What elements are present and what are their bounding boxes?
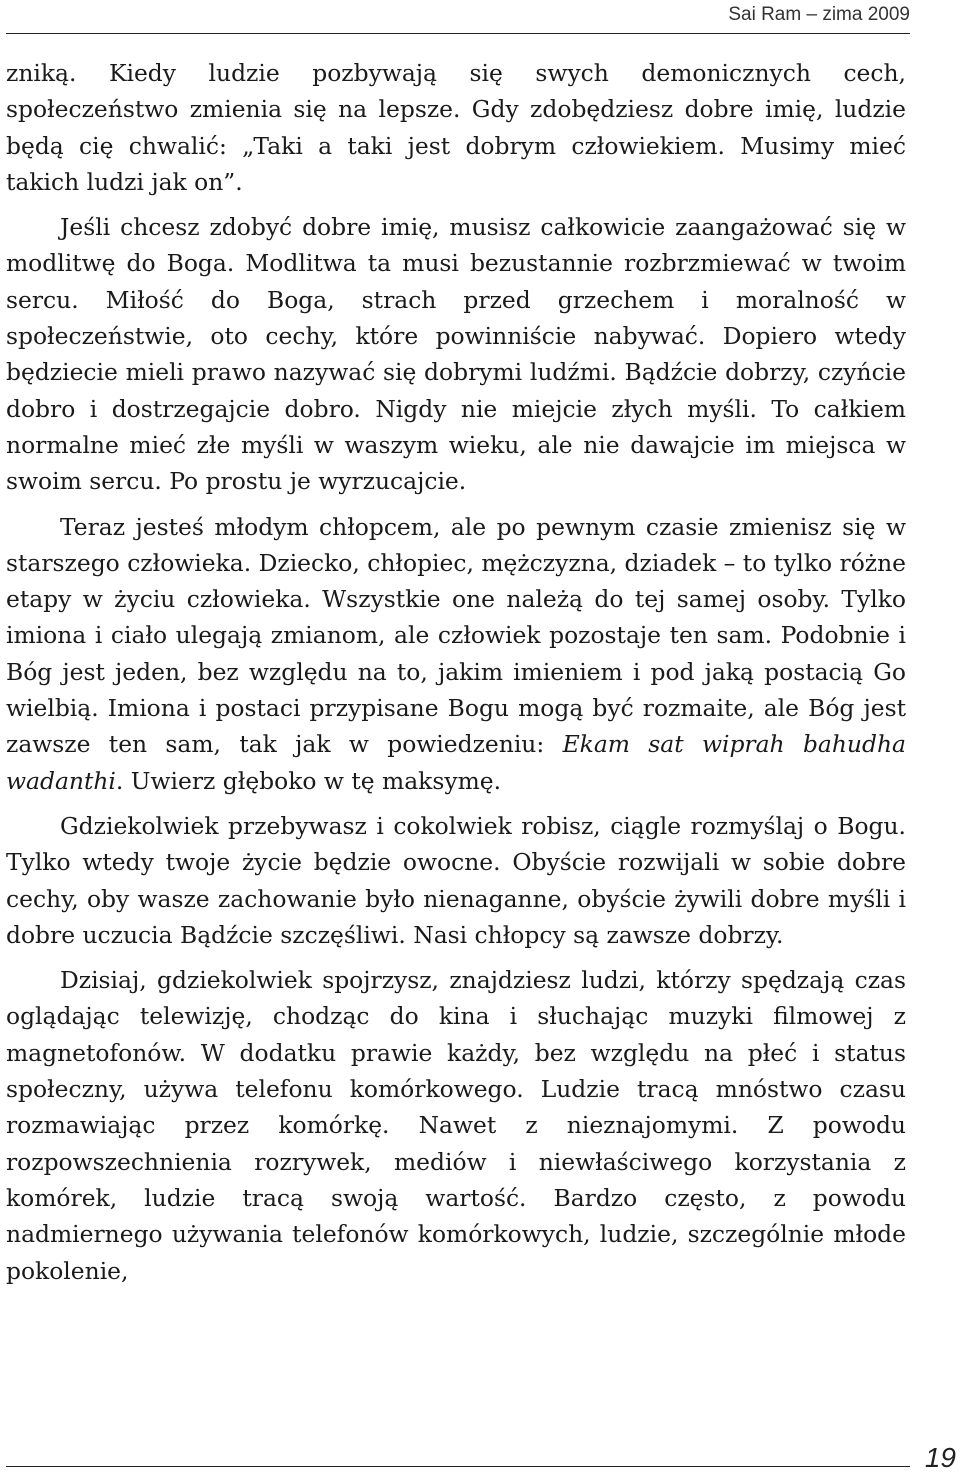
running-header: Sai Ram – zima 2009 bbox=[728, 4, 910, 25]
footer-rule bbox=[6, 1466, 910, 1467]
paragraph-3-text-before: Teraz jesteś młodym chłopcem, ale po pewnym czasie zmienisz się w starszego człowieka. Dziecko, chłopiec, mężczyzna, dziadek – to tylko różne etapy w życiu człowieka. Wszystkie one należą do tej samej osoby. Tylko imiona i ciało ulegają zmianom, ale człowiek pozostaje ten sam. Podobnie i Bóg jest jeden, bez względu na to, jakim imieniem i pod jaką postacią Go wielbią. Imiona i postaci przypisane Bogu mogą być rozmaite, ale Bóg jest zawsze ten sam, tak jak w powiedzeniu: bbox=[6, 512, 907, 759]
paragraph-2: Jeśli chcesz zdobyć dobre imię, musisz całkowicie zaangażować się w modlitwę do Boga. Modlitwa ta musi bezustannie rozbrzmiewać w twoim sercu. Miłość do Boga, strach przed grzechem i moralność w społeczeństwie, oto cechy, które powinniście nabywać. Dopiero wtedy będziecie mieli prawo nazywać się dobrymi ludźmi. Bądźcie dobrzy, czyńcie dobro i dostrzegajcie dobro. Nigdy nie miejcie złych myśli. To całkiem normalne mieć złe myśli w waszym wieku, ale nie dawajcie im miejsca w swoim sercu. Po prostu je wyrzucajcie. bbox=[6, 213, 906, 496]
sanskrit-maxim: Ekam sat wiprah bahudha wadanthi bbox=[6, 730, 906, 795]
page-number: 19 bbox=[924, 1442, 956, 1473]
paragraph-4: Gdziekolwiek przebywasz i cokolwiek robisz, ciągle rozmyślaj o Bogu. Tylko wtedy twoje życie będzie owocne. Obyście rozwijali w sobie dobre cechy, oby wasze zachowanie było nienaganne, obyście żywili dobre myśli i dobre uczucia Bądźcie szczęśliwi. Nasi chłopcy są zawsze dobrzy. bbox=[6, 811, 906, 949]
header-rule bbox=[6, 33, 910, 34]
paragraph-3 bbox=[6, 509, 906, 799]
paragraph-3-text-after: . Uwierz głęboko w tę maksymę. bbox=[115, 766, 502, 795]
body-text bbox=[6, 55, 906, 1289]
paragraph-1: zniką. Kiedy ludzie pozbywają się swych demonicznych cech, społeczeństwo zmienia się na lepsze. Gdy zdobędziesz dobre imię, ludzie będą cię chwalić: „Taki a taki jest dobrym człowiekiem. Musimy mieć takich ludzi jak on”. bbox=[6, 59, 906, 196]
paragraph-5: Dzisiaj, gdziekolwiek spojrzysz, znajdziesz ludzi, którzy spędzają czas oglądając telewizję, chodząc do kina i słuchając muzyki filmowej z magnetofonów. W dodatku prawie każdy, bez względu na płeć i status społeczny, używa telefonu komórkowego. Ludzie tracą mnóstwo czasu rozmawiając przez komórkę. Nawet z nieznajomymi. Z powodu rozpowszechnienia rozrywek, mediów i niewłaściwego korzystania z komórek, ludzie tracą swoją wartość. Bardzo często, z powodu nadmiernego używania telefonów komórkowych, ludzie, szczególnie młode pokolenie, bbox=[6, 966, 906, 1285]
